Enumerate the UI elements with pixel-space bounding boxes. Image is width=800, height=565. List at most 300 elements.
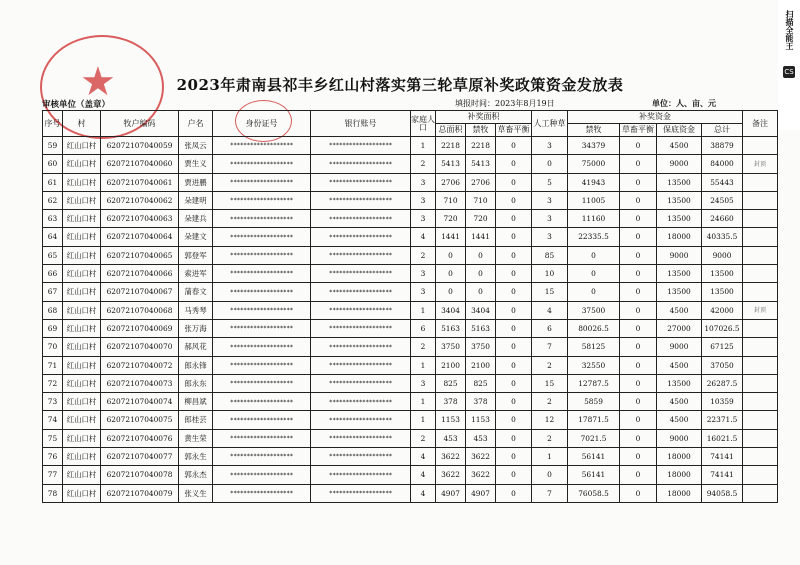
cell-area-ban <box>466 173 496 191</box>
cell-seq-text: 74 <box>47 415 58 425</box>
cell-fund-ban-text: 32550 <box>581 360 606 370</box>
cell-id-card <box>213 466 311 484</box>
cell-name <box>179 356 213 374</box>
cell-fund-insure-text: 9000 <box>669 250 689 260</box>
cell-area-balance-text: 0 <box>511 269 516 279</box>
cell-fund-ban-text: 11160 <box>581 214 606 224</box>
cell-fund-ban-text: 7021.5 <box>580 433 607 443</box>
cell-id-card <box>213 246 311 264</box>
cell-seq-text: 65 <box>47 250 58 260</box>
cell-fund-ban-text: 34379 <box>581 140 606 150</box>
cell-village-text: 红山口村 <box>66 232 97 242</box>
cell-fund-ban <box>568 246 620 264</box>
cell-fund-ban <box>568 301 620 319</box>
cell-seq-text: 77 <box>47 470 58 480</box>
cell-fund-total <box>702 301 743 319</box>
cell-name <box>179 374 213 392</box>
cell-name <box>179 448 213 466</box>
cell-artificial-text: 2 <box>547 397 552 407</box>
cell-name-text: 索进军 <box>184 269 207 279</box>
cell-seq-text: 61 <box>47 177 58 187</box>
cell-area-balance <box>496 448 532 466</box>
cell-fund-insure-text: 4500 <box>669 397 689 407</box>
cell-herder-code-text: 62072107040066 <box>106 269 173 279</box>
cell-id-card-text: ******************* <box>230 215 293 223</box>
cell-fund-balance <box>620 429 657 447</box>
cell-fund-ban <box>568 173 620 191</box>
cell-area-balance <box>496 246 532 264</box>
cell-area-ban <box>466 301 496 319</box>
cell-bank-account <box>311 448 411 466</box>
cell-bank-account-text: ******************* <box>329 142 392 150</box>
cell-id-card <box>213 374 311 392</box>
cell-herder-code-text: 62072107040074 <box>106 397 173 407</box>
cell-population-text: 2 <box>420 159 426 169</box>
cell-remark <box>743 210 778 228</box>
cell-herder-code <box>101 246 179 264</box>
cell-population-text: 3 <box>420 195 426 205</box>
cell-remark <box>743 429 778 447</box>
cell-population-text: 6 <box>420 323 426 333</box>
cell-village-text: 红山口村 <box>66 378 97 388</box>
cell-fund-insure-text: 9000 <box>669 433 689 443</box>
cell-artificial-text: 85 <box>544 250 555 260</box>
cell-fund-ban-text: 37500 <box>581 305 606 315</box>
cell-fund-insure-text: 13500 <box>667 287 691 297</box>
cell-area-total <box>436 283 466 301</box>
cell-population-text: 1 <box>420 415 426 425</box>
cell-area-balance-text: 0 <box>511 415 516 425</box>
cell-population <box>411 466 436 484</box>
cell-area-balance <box>496 374 532 392</box>
table-row <box>43 338 778 356</box>
cell-id-card <box>213 411 311 429</box>
table-row <box>43 393 778 411</box>
cell-herder-code-text: 62072107040069 <box>106 323 173 333</box>
cell-fund-balance <box>620 246 657 264</box>
cell-herder-code-text: 62072107040076 <box>106 433 173 443</box>
cell-fund-balance <box>620 374 657 392</box>
cell-fund-balance-text: 0 <box>635 342 641 352</box>
cell-area-balance-text: 0 <box>511 451 516 461</box>
cell-artificial-text: 5 <box>547 177 552 187</box>
cell-fund-insure <box>657 265 702 283</box>
cell-fund-ban <box>568 265 620 283</box>
header-area-group: 补奖面积 <box>436 111 532 124</box>
cell-area-balance <box>496 356 532 374</box>
cell-name-text: 朵建明 <box>184 195 207 205</box>
cell-village <box>63 246 101 264</box>
cell-remark <box>743 411 778 429</box>
cell-remark <box>743 448 778 466</box>
cell-village <box>63 155 101 173</box>
cell-artificial-text: 0 <box>547 159 552 169</box>
cell-herder-code <box>101 338 179 356</box>
cell-fund-total-text: 37050 <box>710 360 734 370</box>
cell-artificial-text: 10 <box>544 269 555 279</box>
cell-area-total-text: 2706 <box>441 177 460 187</box>
cell-area-ban-text: 5413 <box>471 159 490 169</box>
cell-fund-ban-text: 12787.5 <box>578 378 609 388</box>
cell-bank-account-text: ******************* <box>329 288 392 296</box>
cell-bank-account-text: ******************* <box>329 489 392 497</box>
cell-village <box>63 319 101 337</box>
cell-herder-code-text: 62072107040070 <box>106 342 173 352</box>
cell-bank-account-text: ******************* <box>329 325 392 333</box>
cell-area-ban <box>466 191 496 209</box>
cell-area-ban-text: 2218 <box>471 140 490 150</box>
cell-fund-ban <box>568 319 620 337</box>
cell-id-card-text: ******************* <box>230 453 293 461</box>
cell-bank-account <box>311 191 411 209</box>
cell-fund-ban <box>568 155 620 173</box>
cell-fund-total <box>702 484 743 502</box>
cell-artificial-text: 7 <box>547 488 552 498</box>
cell-id-card <box>213 137 311 155</box>
table-row <box>43 429 778 447</box>
cell-herder-code-text: 62072107040060 <box>106 159 173 169</box>
cell-population <box>411 283 436 301</box>
cell-fund-total-text: 107026.5 <box>704 323 740 333</box>
cell-area-balance-text: 0 <box>511 214 516 224</box>
cell-bank-account-text: ******************* <box>329 307 392 315</box>
cell-herder-code-text: 62072107040064 <box>106 232 173 242</box>
cell-fund-insure <box>657 411 702 429</box>
cell-id-card-text: ******************* <box>230 343 293 351</box>
cell-herder-code <box>101 319 179 337</box>
cell-artificial <box>532 301 568 319</box>
cell-seq-text: 70 <box>47 342 58 352</box>
cell-fund-insure-text: 27000 <box>667 323 691 333</box>
cell-area-balance <box>496 338 532 356</box>
cell-area-total <box>436 448 466 466</box>
cell-area-balance-text: 0 <box>511 140 516 150</box>
table-row <box>43 246 778 264</box>
cell-fund-total-text: 42000 <box>710 305 734 315</box>
cell-population-text: 1 <box>420 397 426 407</box>
cell-remark <box>743 466 778 484</box>
cell-bank-account <box>311 356 411 374</box>
cell-artificial <box>532 393 568 411</box>
scanner-logo-icon: CS <box>784 68 794 76</box>
cell-fund-balance <box>620 338 657 356</box>
cell-remark <box>743 484 778 502</box>
cell-artificial <box>532 356 568 374</box>
cell-fund-ban <box>568 411 620 429</box>
cell-fund-ban <box>568 137 620 155</box>
cell-area-balance-text: 0 <box>511 470 516 480</box>
cell-area-ban <box>466 411 496 429</box>
cell-population <box>411 155 436 173</box>
cell-seq <box>43 374 63 392</box>
cell-remark <box>743 356 778 374</box>
cell-area-balance <box>496 393 532 411</box>
cell-seq-text: 72 <box>47 378 58 388</box>
cell-fund-ban-text: 0 <box>591 287 596 297</box>
cell-fund-insure <box>657 301 702 319</box>
header-area-balance: 草畜平衡 <box>496 124 532 137</box>
cell-fund-total <box>702 155 743 173</box>
cell-seq-text: 66 <box>47 269 58 279</box>
table-row <box>43 484 778 502</box>
cell-name <box>179 228 213 246</box>
cell-village <box>63 173 101 191</box>
cell-area-total <box>436 411 466 429</box>
cell-seq-text: 78 <box>47 488 58 498</box>
cell-fund-insure <box>657 484 702 502</box>
cell-seq <box>43 448 63 466</box>
cell-artificial <box>532 210 568 228</box>
cell-area-balance <box>496 137 532 155</box>
cell-fund-insure <box>657 283 702 301</box>
cell-bank-account <box>311 210 411 228</box>
cell-fund-ban <box>568 393 620 411</box>
cell-seq-text: 64 <box>47 232 58 242</box>
cell-area-ban <box>466 374 496 392</box>
cell-population <box>411 319 436 337</box>
cell-population-text: 2 <box>420 342 426 352</box>
cell-fund-balance-text: 0 <box>635 305 641 315</box>
cell-id-card-text: ******************* <box>230 380 293 388</box>
cell-area-ban <box>466 265 496 283</box>
cell-area-total <box>436 191 466 209</box>
cell-name-text: 张凤云 <box>184 140 207 150</box>
cell-area-ban-text: 4907 <box>471 488 490 498</box>
cell-village-text: 红山口村 <box>66 451 97 461</box>
cell-area-ban <box>466 137 496 155</box>
cell-village-text: 红山口村 <box>66 195 97 205</box>
cell-herder-code <box>101 448 179 466</box>
cell-fund-total-text: 10359 <box>710 397 734 407</box>
cell-population-text: 4 <box>420 232 426 242</box>
cell-population <box>411 393 436 411</box>
cell-area-total-text: 3750 <box>441 342 460 352</box>
cell-fund-total-text: 24505 <box>710 195 734 205</box>
cell-area-balance <box>496 301 532 319</box>
cell-area-total <box>436 228 466 246</box>
cell-fund-insure <box>657 228 702 246</box>
cell-artificial <box>532 448 568 466</box>
cell-fund-balance-text: 0 <box>635 415 641 425</box>
cell-village <box>63 338 101 356</box>
cell-area-total <box>436 210 466 228</box>
cell-artificial <box>532 411 568 429</box>
cell-area-balance-text: 0 <box>511 323 516 333</box>
cell-fund-ban-text: 80026.5 <box>578 323 609 333</box>
cell-area-total-text: 3622 <box>441 451 460 461</box>
table-row <box>43 301 778 319</box>
table-row <box>43 466 778 484</box>
cell-seq <box>43 137 63 155</box>
cell-area-ban-text: 710 <box>473 195 488 205</box>
cell-name-text: 郎永锋 <box>184 360 207 370</box>
cell-fund-ban <box>568 338 620 356</box>
cell-fund-total <box>702 210 743 228</box>
cell-area-balance <box>496 210 532 228</box>
cell-population-text: 3 <box>420 177 426 187</box>
cell-id-card <box>213 301 311 319</box>
cell-fund-balance-text: 0 <box>635 195 641 205</box>
cell-area-ban-text: 2100 <box>471 360 490 370</box>
cell-name <box>179 429 213 447</box>
cell-remark-text: 封顶 <box>753 307 766 315</box>
cell-seq <box>43 246 63 264</box>
cell-fund-balance <box>620 228 657 246</box>
table-row <box>43 374 778 392</box>
cell-fund-ban-text: 56141 <box>581 451 606 461</box>
cell-fund-total <box>702 246 743 264</box>
cell-fund-ban-text: 75000 <box>581 159 606 169</box>
cell-seq-text: 76 <box>47 451 58 461</box>
cell-fund-ban <box>568 448 620 466</box>
cell-fund-insure <box>657 374 702 392</box>
cell-seq-text: 75 <box>47 433 58 443</box>
cell-name-text: 贾进鹏 <box>184 177 207 187</box>
cell-id-card <box>213 393 311 411</box>
cell-fund-insure-text: 4500 <box>669 415 689 425</box>
cell-population-text: 4 <box>420 451 426 461</box>
cell-artificial-text: 4 <box>547 305 552 315</box>
cell-id-card-text: ******************* <box>230 489 293 497</box>
cell-village-text: 红山口村 <box>66 214 97 224</box>
cell-seq-text: 59 <box>47 140 58 150</box>
cell-bank-account-text: ******************* <box>329 252 392 260</box>
scanner-watermark <box>778 0 800 130</box>
cell-fund-total-text: 94058.5 <box>706 488 738 498</box>
cell-id-card-text: ******************* <box>230 252 293 260</box>
cell-fund-total <box>702 265 743 283</box>
cell-fund-balance-text: 0 <box>635 140 641 150</box>
cell-fund-ban-text: 56141 <box>581 470 606 480</box>
cell-id-card-text: ******************* <box>230 361 293 369</box>
cell-area-ban-text: 1153 <box>471 415 490 425</box>
cell-population-text: 3 <box>420 214 426 224</box>
cell-name-text: 朵建文 <box>184 232 207 242</box>
cell-id-card-text: ******************* <box>230 197 293 205</box>
cell-village-text: 红山口村 <box>66 342 97 352</box>
table-row <box>43 356 778 374</box>
cell-fund-total-text: 38879 <box>710 140 734 150</box>
cell-area-total-text: 378 <box>443 397 458 407</box>
cell-area-total <box>436 173 466 191</box>
cell-area-ban <box>466 338 496 356</box>
cell-name <box>179 173 213 191</box>
cell-area-ban <box>466 210 496 228</box>
cell-population <box>411 265 436 283</box>
cell-fund-ban-text: 0 <box>591 269 596 279</box>
cell-artificial-text: 3 <box>547 140 552 150</box>
cell-area-total-text: 720 <box>443 214 458 224</box>
cell-remark <box>743 137 778 155</box>
cell-bank-account <box>311 246 411 264</box>
cell-herder-code-text: 62072107040062 <box>106 195 173 205</box>
cell-fund-balance-text: 0 <box>635 433 641 443</box>
cell-fund-ban <box>568 429 620 447</box>
cell-name <box>179 393 213 411</box>
cell-area-total-text: 4907 <box>441 488 460 498</box>
cell-herder-code <box>101 283 179 301</box>
cell-area-total-text: 0 <box>448 287 453 297</box>
cell-seq-text: 60 <box>47 159 58 169</box>
cell-area-balance-text: 0 <box>511 287 516 297</box>
cell-area-total <box>436 484 466 502</box>
cell-name-text: 黄生荣 <box>184 433 207 443</box>
cell-village <box>63 265 101 283</box>
cell-fund-ban-text: 11005 <box>581 195 606 205</box>
cell-area-ban-text: 3622 <box>471 451 490 461</box>
cell-fund-insure-text: 4500 <box>669 305 689 315</box>
cell-seq <box>43 228 63 246</box>
cell-seq <box>43 466 63 484</box>
cell-seq <box>43 265 63 283</box>
cell-area-total <box>436 265 466 283</box>
cell-herder-code-text: 62072107040078 <box>106 470 173 480</box>
cell-seq-text: 73 <box>47 397 58 407</box>
cell-fund-total-text: 40335.5 <box>706 232 738 242</box>
cell-fund-ban <box>568 210 620 228</box>
header-fund-balance: 草畜平衡 <box>620 124 657 137</box>
cell-id-card <box>213 448 311 466</box>
cell-area-ban <box>466 393 496 411</box>
cell-herder-code <box>101 466 179 484</box>
cell-fund-balance <box>620 411 657 429</box>
cell-remark <box>743 374 778 392</box>
cell-seq <box>43 210 63 228</box>
cell-village <box>63 448 101 466</box>
cell-bank-account-text: ******************* <box>329 197 392 205</box>
cell-name-text: 郎桂芸 <box>184 415 207 425</box>
cell-fund-balance-text: 0 <box>635 323 641 333</box>
cell-bank-account-text: ******************* <box>329 471 392 479</box>
cell-population <box>411 301 436 319</box>
header-area-total: 总面积 <box>436 124 466 137</box>
cell-area-ban <box>466 246 496 264</box>
cell-population-text: 1 <box>420 360 426 370</box>
official-seal: ★ <box>40 35 164 139</box>
header-area-ban: 禁牧 <box>466 124 496 137</box>
cell-bank-account <box>311 265 411 283</box>
cell-population-text: 4 <box>420 488 426 498</box>
cell-bank-account-text: ******************* <box>329 215 392 223</box>
cell-artificial-text: 6 <box>547 323 552 333</box>
header-fund-group: 补奖资金 <box>568 111 743 124</box>
cell-name-text: 郭永杰 <box>184 470 207 480</box>
cell-bank-account-text: ******************* <box>329 160 392 168</box>
cell-seq <box>43 411 63 429</box>
cell-area-ban-text: 5163 <box>471 323 490 333</box>
cell-fund-total <box>702 191 743 209</box>
cell-fund-ban <box>568 283 620 301</box>
cell-fund-insure <box>657 466 702 484</box>
cell-area-total-text: 1153 <box>441 415 460 425</box>
cell-name <box>179 283 213 301</box>
cell-fund-insure-text: 4500 <box>669 140 689 150</box>
cell-artificial <box>532 484 568 502</box>
cell-area-balance <box>496 411 532 429</box>
cell-area-balance-text: 0 <box>511 342 516 352</box>
cell-fund-insure <box>657 319 702 337</box>
table-row <box>43 191 778 209</box>
cell-fund-balance <box>620 484 657 502</box>
cell-artificial <box>532 173 568 191</box>
cell-area-total-text: 710 <box>443 195 458 205</box>
cell-population <box>411 173 436 191</box>
cell-area-ban <box>466 466 496 484</box>
header-fund-total: 总计 <box>702 124 743 137</box>
cell-fund-total-text: 74141 <box>710 470 734 480</box>
cell-village-text: 红山口村 <box>66 488 97 498</box>
cell-village-text: 红山口村 <box>66 470 97 480</box>
